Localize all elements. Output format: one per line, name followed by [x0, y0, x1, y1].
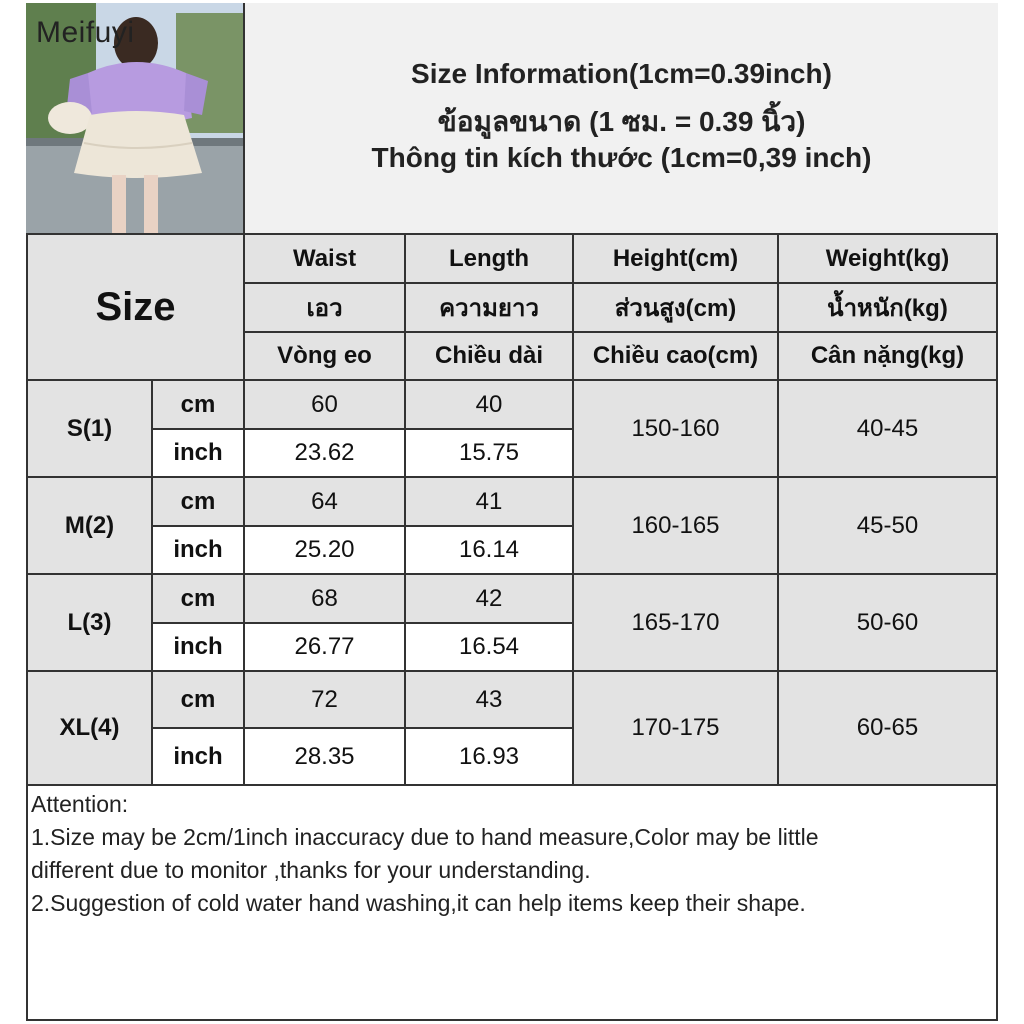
col-length-en: Length	[406, 235, 574, 284]
attention-notes	[31, 788, 991, 920]
unit-cm-s: cm	[153, 381, 245, 430]
unit-cm-m: cm	[153, 478, 245, 527]
unit-inch-xl: inch	[153, 729, 245, 786]
length-cm-s: 40	[406, 381, 574, 430]
size-label-l: L(3)	[26, 575, 153, 672]
length-inch-l: 16.54	[406, 624, 574, 672]
height-m: 160-165	[574, 478, 779, 575]
col-height-vi: Chiều cao(cm)	[574, 333, 779, 381]
unit-inch-s: inch	[153, 430, 245, 478]
waist-cm-m: 64	[245, 478, 406, 527]
col-waist-th: เอว	[245, 284, 406, 333]
col-weight-vi: Cân nặng(kg)	[779, 333, 998, 381]
col-weight-th: น้ำหนัก(kg)	[779, 284, 998, 333]
col-weight-en: Weight(kg)	[779, 235, 998, 284]
waist-inch-m: 25.20	[245, 527, 406, 575]
note-line-3: 2.Suggestion of cold water hand washing,it can help items keep their shape.	[31, 890, 806, 916]
height-l: 165-170	[574, 575, 779, 672]
weight-l: 50-60	[779, 575, 998, 672]
col-height-th: ส่วนสูง(cm)	[574, 284, 779, 333]
col-waist-en: Waist	[245, 235, 406, 284]
unit-inch-l: inch	[153, 624, 245, 672]
length-inch-xl: 16.93	[406, 729, 574, 786]
size-label-xl: XL(4)	[26, 672, 153, 786]
weight-m: 45-50	[779, 478, 998, 575]
unit-cm-l: cm	[153, 575, 245, 624]
height-xl: 170-175	[574, 672, 779, 786]
note-line-1: 1.Size may be 2cm/1inch inaccuracy due to hand measure,Color may be little	[31, 824, 819, 850]
header-title-english: Size Information(1cm=0.39inch)	[411, 58, 832, 89]
waist-inch-l: 26.77	[245, 624, 406, 672]
header-title-thai: ข้อมูลขนาด (1 ซม. = 0.39 นิ้ว)	[437, 106, 806, 137]
length-inch-s: 15.75	[406, 430, 574, 478]
weight-s: 40-45	[779, 381, 998, 478]
size-header: Size	[26, 235, 245, 381]
length-cm-xl: 43	[406, 672, 574, 729]
length-inch-m: 16.14	[406, 527, 574, 575]
length-cm-m: 41	[406, 478, 574, 527]
weight-xl: 60-65	[779, 672, 998, 786]
header-title-vietnamese: Thông tin kích thước (1cm=0,39 inch)	[371, 142, 872, 173]
waist-cm-xl: 72	[245, 672, 406, 729]
waist-cm-l: 68	[245, 575, 406, 624]
height-s: 150-160	[574, 381, 779, 478]
length-cm-l: 42	[406, 575, 574, 624]
waist-cm-s: 60	[245, 381, 406, 430]
waist-inch-xl: 28.35	[245, 729, 406, 786]
unit-cm-xl: cm	[153, 672, 245, 729]
watermark-text: Meifuyi	[36, 16, 135, 49]
col-length-vi: Chiều dài	[406, 333, 574, 381]
note-line-2: different due to monitor ,thanks for your understanding.	[31, 857, 591, 883]
col-length-th: ความยาว	[406, 284, 574, 333]
unit-inch-m: inch	[153, 527, 245, 575]
size-label-s: S(1)	[26, 381, 153, 478]
col-waist-vi: Vòng eo	[245, 333, 406, 381]
col-height-en: Height(cm)	[574, 235, 779, 284]
waist-inch-s: 23.62	[245, 430, 406, 478]
notes-title: Attention:	[31, 791, 129, 817]
size-label-m: M(2)	[26, 478, 153, 575]
